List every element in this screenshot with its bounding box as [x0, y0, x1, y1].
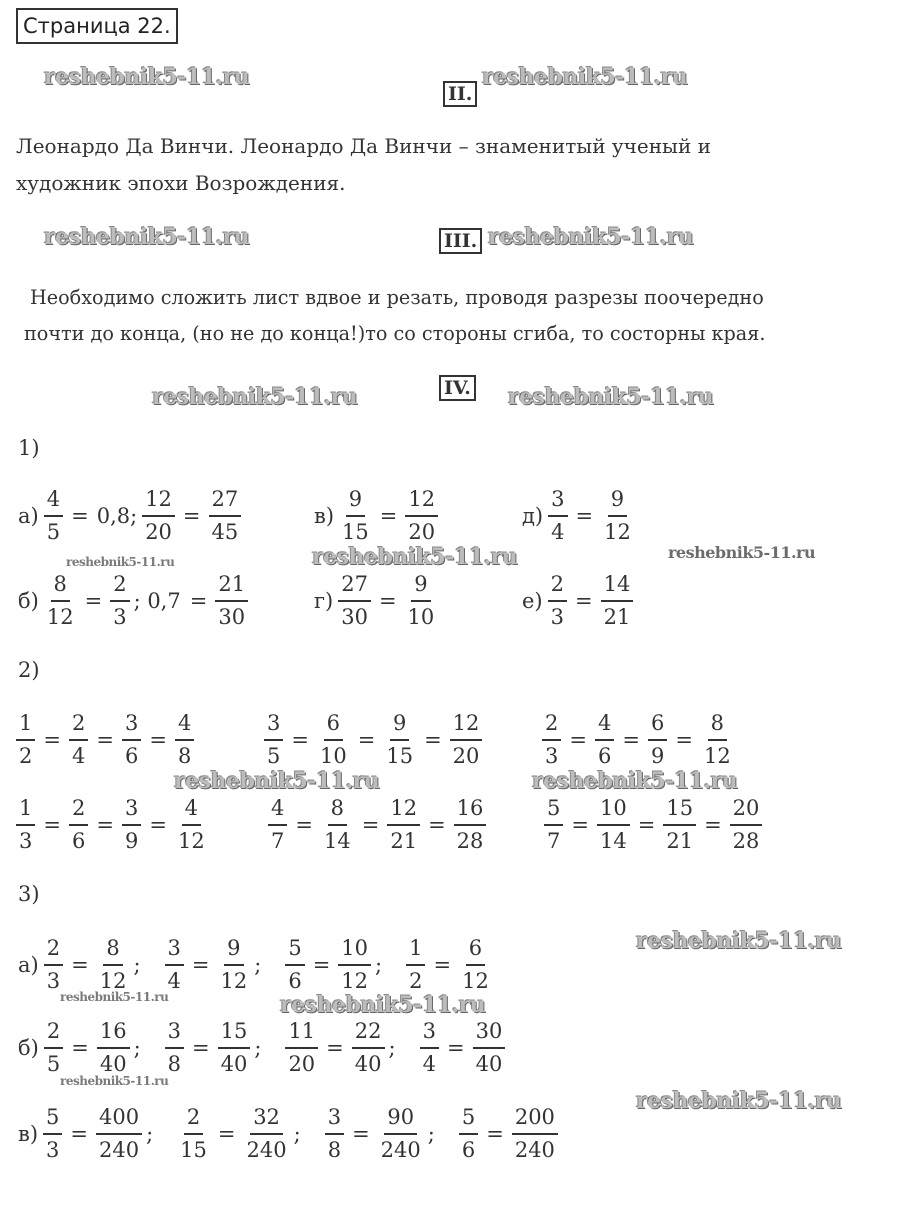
fraction — [122, 798, 141, 852]
separator-text: ; — [133, 953, 141, 977]
fraction — [548, 489, 567, 543]
fraction — [97, 1021, 130, 1075]
fraction-numerator: 12 — [387, 798, 420, 826]
equation — [540, 705, 736, 775]
equals-sign: = — [291, 728, 309, 752]
equals-sign: = — [295, 813, 313, 837]
fraction-denominator: 15 — [342, 520, 369, 544]
fraction-numerator: 16 — [454, 798, 487, 826]
equals-sign: = — [96, 813, 114, 837]
equals-sign: = — [379, 504, 398, 528]
equation-label: д) — [522, 504, 544, 528]
watermark: reshebnik5-11.ru — [60, 990, 169, 1004]
watermark: reshebnik5-11.ru — [508, 384, 714, 410]
fraction-numerator: 2 — [69, 713, 88, 741]
fraction-denominator: 6 — [71, 829, 86, 853]
fraction — [663, 798, 696, 852]
separator-text: ; — [254, 953, 262, 977]
fraction-numerator: 8 — [328, 798, 347, 826]
fraction-denominator: 5 — [46, 520, 61, 544]
fraction-numerator: 5 — [544, 798, 563, 826]
fraction — [16, 798, 35, 852]
fraction — [177, 1107, 210, 1161]
fraction-denominator: 12 — [99, 969, 127, 993]
fraction-numerator: 12 — [405, 489, 438, 517]
fraction-denominator: 240 — [380, 1138, 421, 1162]
fraction — [96, 1107, 142, 1161]
fraction-numerator: 9 — [608, 489, 627, 517]
fraction-denominator: 240 — [99, 1138, 140, 1162]
equation — [14, 705, 196, 775]
fraction-denominator: 28 — [732, 829, 760, 853]
paragraph-line: Леонардо Да Винчи. Леонардо Да Винчи – знаменитый ученый и — [16, 134, 711, 158]
fraction-denominator: 28 — [456, 829, 484, 853]
fraction-denominator: 40 — [354, 1052, 382, 1076]
fraction-denominator: 14 — [599, 829, 627, 853]
fraction-numerator: 1 — [16, 798, 35, 826]
fraction — [544, 798, 563, 852]
fraction-numerator: 400 — [96, 1107, 142, 1135]
fraction-numerator: 3 — [420, 1021, 439, 1049]
fraction — [264, 713, 283, 767]
fraction — [218, 1021, 251, 1075]
equals-sign: = — [84, 589, 103, 613]
fraction — [512, 1107, 558, 1161]
equation-label: б) — [18, 589, 39, 613]
fraction — [122, 713, 141, 767]
fraction — [317, 713, 350, 767]
fraction — [215, 574, 248, 628]
fraction — [285, 1021, 318, 1075]
fraction-denominator: 30 — [218, 605, 246, 629]
watermark: reshebnik5-11.ru — [636, 1088, 842, 1114]
fraction-denominator: 2 — [19, 744, 33, 768]
fraction — [601, 489, 634, 543]
watermark: reshebnik5-11.ru — [488, 224, 694, 250]
equation — [520, 481, 636, 551]
separator-text: ; — [254, 1036, 262, 1060]
fraction-numerator: 9 — [346, 489, 365, 517]
watermark: reshebnik5-11.ru — [66, 555, 175, 569]
fraction-denominator: 6 — [288, 969, 302, 993]
fraction — [97, 938, 130, 992]
paragraph-line: почти до конца, (но не до конца!)то со стороны сгиба, то состорны края. — [24, 322, 766, 345]
fraction — [730, 798, 763, 852]
paragraph-line: художник эпохи Возрождения. — [16, 171, 346, 195]
fraction-numerator: 6 — [324, 713, 343, 741]
fraction-denominator: 3 — [545, 744, 559, 768]
task-label-2: 2) — [18, 658, 40, 682]
fraction-numerator: 21 — [215, 574, 248, 602]
equals-sign: = — [575, 589, 593, 613]
fraction-numerator: 6 — [648, 713, 667, 741]
equals-sign: = — [575, 504, 594, 528]
fraction — [378, 1107, 424, 1161]
equation-label: в) — [314, 504, 335, 528]
fraction-denominator: 2 — [409, 969, 423, 993]
fraction-denominator: 20 — [145, 520, 172, 544]
equals-sign: = — [326, 1036, 344, 1060]
task-label-1: 1) — [18, 436, 40, 460]
fraction — [175, 798, 208, 852]
fraction-denominator: 14 — [323, 829, 351, 853]
separator-text: 0,8; — [96, 504, 138, 528]
watermark: reshebnik5-11.ru — [482, 64, 688, 90]
fraction-denominator: 21 — [390, 829, 418, 853]
fraction-numerator: 2 — [44, 938, 63, 966]
fraction — [44, 489, 63, 543]
roman-numeral-iii: III. — [439, 228, 482, 254]
fraction-numerator: 5 — [285, 938, 304, 966]
watermark: reshebnik5-11.ru — [636, 928, 842, 954]
equals-sign: = — [43, 813, 61, 837]
fraction-denominator: 20 — [408, 520, 436, 544]
separator-text: ; — [388, 1036, 396, 1060]
fraction — [383, 713, 416, 767]
equals-sign: = — [71, 953, 89, 977]
equation-label: е) — [522, 589, 543, 613]
fraction-numerator: 10 — [597, 798, 630, 826]
fraction — [16, 713, 35, 767]
fraction-denominator: 10 — [319, 744, 347, 768]
equals-sign: = — [149, 813, 167, 837]
fraction-denominator: 5 — [46, 1052, 61, 1076]
fraction — [321, 798, 354, 852]
fraction-numerator: 2 — [542, 713, 561, 741]
fraction — [69, 713, 88, 767]
fraction-numerator: 27 — [209, 489, 242, 517]
fraction-numerator: 4 — [182, 798, 201, 826]
fraction-numerator: 9 — [411, 574, 430, 602]
fraction — [268, 798, 287, 852]
fraction-denominator: 12 — [220, 969, 248, 993]
equals-sign: = — [433, 953, 452, 977]
equals-sign: = — [424, 728, 442, 752]
fraction-denominator: 40 — [220, 1052, 248, 1076]
separator-text: ; — [293, 1122, 301, 1146]
fraction-denominator: 4 — [422, 1052, 436, 1076]
fraction-numerator: 10 — [338, 938, 371, 966]
fraction-numerator: 3 — [122, 713, 141, 741]
fraction — [406, 938, 425, 992]
fraction-denominator: 4 — [71, 744, 86, 768]
fraction-numerator: 3 — [122, 798, 141, 826]
equation-label: а) — [18, 953, 39, 977]
fraction-numerator: 30 — [473, 1021, 506, 1049]
fraction-numerator: 2 — [548, 574, 567, 602]
watermark: reshebnik5-11.ru — [44, 224, 250, 250]
fraction-numerator: 4 — [268, 798, 287, 826]
fraction-denominator: 6 — [124, 744, 139, 768]
equals-sign: = — [149, 728, 167, 752]
fraction-numerator: 9 — [390, 713, 409, 741]
equation — [16, 566, 250, 636]
fraction-numerator: 8 — [103, 938, 122, 966]
fraction-denominator: 9 — [124, 829, 139, 853]
fraction — [542, 713, 561, 767]
fraction-numerator: 90 — [384, 1107, 417, 1135]
fraction-denominator: 8 — [177, 744, 192, 768]
fraction-numerator: 1 — [16, 713, 35, 741]
fraction-denominator: 3 — [46, 1138, 60, 1162]
equals-sign: = — [486, 1122, 504, 1146]
fraction — [338, 574, 371, 628]
task-label-3: 3) — [18, 882, 40, 906]
equation-label: в) — [18, 1122, 39, 1146]
fraction — [459, 938, 492, 992]
fraction — [648, 713, 667, 767]
equals-sign: = — [571, 813, 589, 837]
fraction-denominator: 21 — [603, 605, 631, 629]
watermark: reshebnik5-11.ru — [152, 384, 358, 410]
fraction — [597, 798, 630, 852]
fraction-denominator: 30 — [341, 605, 368, 629]
fraction-numerator: 16 — [97, 1021, 130, 1049]
fraction — [405, 574, 438, 628]
fraction — [601, 574, 634, 628]
fraction — [165, 1021, 184, 1075]
watermark: reshebnik5-11.ru — [60, 1074, 169, 1088]
equation — [16, 481, 243, 551]
fraction-numerator: 5 — [43, 1107, 62, 1135]
fraction — [244, 1107, 290, 1161]
equation — [14, 790, 210, 860]
fraction-denominator: 9 — [650, 744, 665, 768]
fraction — [405, 489, 438, 543]
roman-numeral-ii: II. — [443, 81, 477, 107]
equals-sign: = — [96, 728, 114, 752]
equals-sign: = — [71, 504, 89, 528]
fraction — [459, 1107, 478, 1161]
fraction-numerator: 8 — [51, 574, 70, 602]
fraction — [218, 938, 251, 992]
equals-sign: = — [446, 1036, 465, 1060]
fraction — [338, 938, 371, 992]
fraction-numerator: 3 — [165, 938, 184, 966]
page-header: Страница 22. — [16, 8, 178, 44]
fraction-numerator: 2 — [44, 1021, 63, 1049]
fraction-numerator: 4 — [44, 489, 63, 517]
equals-sign: = — [428, 813, 446, 837]
fraction-numerator: 2 — [69, 798, 88, 826]
fraction — [454, 798, 487, 852]
fraction-numerator: 4 — [595, 713, 614, 741]
fraction — [44, 574, 77, 628]
fraction — [387, 798, 420, 852]
fraction-numerator: 14 — [601, 574, 634, 602]
fraction — [142, 489, 175, 543]
fraction — [473, 1021, 506, 1075]
fraction-denominator: 20 — [452, 744, 480, 768]
fraction — [548, 574, 567, 628]
roman-numeral-iv: IV. — [439, 375, 476, 401]
equation — [312, 566, 439, 636]
watermark: reshebnik5-11.ru — [280, 992, 486, 1018]
equals-sign: = — [192, 1036, 210, 1060]
equation — [266, 790, 488, 860]
fraction — [209, 489, 242, 543]
fraction-denominator: 21 — [666, 829, 694, 853]
watermark: reshebnik5-11.ru — [668, 543, 816, 562]
separator-text: ; — [146, 1122, 154, 1146]
separator-text: ; 0,7 — [133, 589, 181, 613]
watermark: reshebnik5-11.ru — [532, 768, 738, 794]
equation — [262, 705, 484, 775]
fraction-denominator: 3 — [46, 969, 61, 993]
fraction-numerator: 6 — [466, 938, 485, 966]
equals-sign: = — [675, 728, 693, 752]
equals-sign: = — [217, 1122, 236, 1146]
fraction-numerator: 4 — [175, 713, 194, 741]
fraction-numerator: 3 — [165, 1021, 184, 1049]
fraction-numerator: 22 — [352, 1021, 385, 1049]
fraction-numerator: 20 — [730, 798, 763, 826]
fraction — [44, 938, 63, 992]
fraction-denominator: 45 — [211, 520, 239, 544]
fraction-denominator: 6 — [597, 744, 612, 768]
equals-sign: = — [352, 1122, 370, 1146]
fraction — [285, 938, 304, 992]
fraction-numerator: 5 — [459, 1107, 478, 1135]
fraction-denominator: 4 — [551, 520, 565, 544]
equals-sign: = — [71, 1036, 89, 1060]
fraction-denominator: 8 — [327, 1138, 342, 1162]
fraction-numerator: 15 — [663, 798, 696, 826]
watermark: reshebnik5-11.ru — [44, 64, 250, 90]
fraction-numerator: 2 — [184, 1107, 203, 1135]
equation-label: г) — [314, 589, 334, 613]
fraction-denominator: 8 — [167, 1052, 182, 1076]
fraction — [450, 713, 483, 767]
equation — [520, 566, 635, 636]
equation — [542, 790, 764, 860]
fraction-denominator: 20 — [288, 1052, 316, 1076]
fraction — [595, 713, 614, 767]
fraction-denominator: 15 — [180, 1138, 207, 1162]
fraction-denominator: 3 — [19, 829, 33, 853]
equation — [16, 1099, 560, 1169]
equals-sign: = — [357, 728, 376, 752]
fraction-denominator: 12 — [604, 520, 631, 544]
fraction-numerator: 32 — [250, 1107, 283, 1135]
separator-text: ; — [375, 953, 383, 977]
fraction-numerator: 3 — [264, 713, 283, 741]
fraction-denominator: 5 — [267, 744, 281, 768]
fraction-denominator: 240 — [246, 1138, 287, 1162]
watermark: reshebnik5-11.ru — [312, 544, 518, 570]
fraction-denominator: 12 — [177, 829, 205, 853]
fraction-denominator: 6 — [461, 1138, 476, 1162]
fraction-denominator: 12 — [462, 969, 489, 993]
fraction — [420, 1021, 439, 1075]
equals-sign: = — [361, 813, 380, 837]
fraction-denominator: 240 — [514, 1138, 555, 1162]
equals-sign: = — [378, 589, 397, 613]
fraction-numerator: 200 — [512, 1107, 558, 1135]
fraction — [339, 489, 372, 543]
equation-label: а) — [18, 504, 39, 528]
fraction-numerator: 3 — [325, 1107, 344, 1135]
fraction-numerator: 12 — [450, 713, 483, 741]
equals-sign: = — [569, 728, 587, 752]
fraction-denominator: 7 — [547, 829, 561, 853]
fraction-numerator: 9 — [224, 938, 243, 966]
fraction-denominator: 15 — [386, 744, 414, 768]
fraction-numerator: 12 — [142, 489, 175, 517]
fraction-denominator: 4 — [167, 969, 181, 993]
fraction-numerator: 2 — [110, 574, 129, 602]
fraction-denominator: 12 — [341, 969, 369, 993]
fraction-numerator: 27 — [338, 574, 371, 602]
equals-sign: = — [622, 728, 640, 752]
fraction-denominator: 40 — [475, 1052, 503, 1076]
fraction-numerator: 8 — [708, 713, 727, 741]
equation — [16, 1013, 507, 1083]
fraction — [110, 574, 129, 628]
fraction-denominator: 40 — [99, 1052, 127, 1076]
equals-sign: = — [182, 504, 201, 528]
equals-sign: = — [191, 953, 210, 977]
fraction-numerator: 3 — [548, 489, 567, 517]
equals-sign: = — [70, 1122, 88, 1146]
fraction — [44, 1021, 63, 1075]
equals-sign: = — [43, 728, 61, 752]
fraction — [325, 1107, 344, 1161]
equals-sign: = — [312, 953, 331, 977]
fraction-numerator: 11 — [285, 1021, 318, 1049]
fraction — [175, 713, 194, 767]
equals-sign: = — [637, 813, 656, 837]
fraction-numerator: 15 — [218, 1021, 251, 1049]
fraction — [69, 798, 88, 852]
fraction-denominator: 12 — [46, 605, 74, 629]
equals-sign: = — [704, 813, 722, 837]
fraction — [43, 1107, 62, 1161]
fraction — [165, 938, 184, 992]
fraction-denominator: 12 — [703, 744, 731, 768]
fraction — [352, 1021, 385, 1075]
equation-label: б) — [18, 1036, 39, 1060]
paragraph-line: Необходимо сложить лист вдвое и резать, проводя разрезы поочередно — [30, 286, 764, 309]
fraction-numerator: 1 — [406, 938, 425, 966]
separator-text: ; — [427, 1122, 435, 1146]
fraction-denominator: 7 — [271, 829, 285, 853]
watermark: reshebnik5-11.ru — [174, 768, 380, 794]
fraction-denominator: 10 — [407, 605, 435, 629]
fraction-denominator: 3 — [550, 605, 564, 629]
separator-text: ; — [133, 1036, 141, 1060]
fraction-denominator: 3 — [113, 605, 127, 629]
equation — [312, 481, 440, 551]
equals-sign: = — [189, 589, 208, 613]
fraction — [701, 713, 734, 767]
